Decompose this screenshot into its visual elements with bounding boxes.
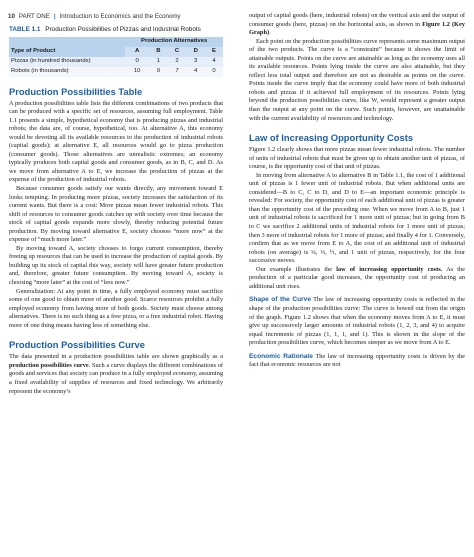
text-span: . Such a curve displays the different combinations of goods and services that society can produce in a fully employed economy, assuming a fixed availability of supplies of resources and fixed technology. We arbitrarily represent the economy’s xyxy=(9,361,223,395)
paragraph xyxy=(249,296,465,347)
table-cell: 7 xyxy=(168,67,187,77)
table-column-header: B xyxy=(149,47,168,57)
paragraph: Because consumer goods satisfy our wants directly, any movement toward E looks tempting. In producing more pizzas, society increases the satisfaction of its current wants. But there is a cost: More pizzas mean fewer industrial robots. This shift of resources to consumer goods catches up with society over time because the stock of capital goods expands more slowly, thereby reducing potential future production. By moving toward alternative E, society chooses “more now” at the expense of “much more later.” xyxy=(9,185,223,244)
section-heading-curve: Production Possibilities Curve xyxy=(9,339,145,351)
part-label: PART ONE xyxy=(18,12,50,20)
table-column-header: C xyxy=(168,47,187,57)
right-column xyxy=(249,12,465,370)
figure-reference: Figure 1.2 (Key Graph) xyxy=(249,20,465,37)
text-span: The data presented in a production possibilities table are shown graphically as a xyxy=(9,353,223,361)
runin-heading-shape: Shape of the Curve xyxy=(249,296,312,304)
left-column xyxy=(9,26,223,396)
table-row xyxy=(9,67,223,77)
table-group-header: Production Alternatives xyxy=(141,38,208,45)
text-span: The law of increasing opportunity costs is reflected in the shape of the production possibilities curve: The curve is bowed out from the origin of the graph. Figure 1.2 shows that when the economy moves from A to E, it must give up successively larger amounts of industrial robots (1, 2, 3, and 4) to acquire equal increments of pizzas (1, 1, 1, and 1). This is shown in the slope of the production possibilities curve, which becomes steeper as we move from A to E. xyxy=(249,296,465,347)
text-span: As the production of a particular good increases, the opportunity cost of producing an additional unit rises. xyxy=(249,265,465,290)
production-possibilities-table xyxy=(9,37,223,77)
table-caption xyxy=(9,26,223,35)
table-column-header-row xyxy=(9,47,223,57)
table-row xyxy=(9,57,223,67)
table-type-header: Type of Product xyxy=(9,47,125,57)
table-column-header: A xyxy=(125,47,149,57)
table-cell: 10 xyxy=(125,67,149,77)
table-column-header: D xyxy=(186,47,205,57)
text-span: Our example illustrates the xyxy=(256,265,337,273)
paragraph: Figure 1.2 clearly shows that more pizzas mean fewer industrial robots. The number of units of industrial robots that must be given up to obtain another unit of pizzas, of course, is the opportunity cost of that unit of pizzas. xyxy=(249,146,465,171)
table-column-header: E xyxy=(205,47,223,57)
table-number: TABLE 1.1 xyxy=(9,26,41,33)
table-cell: 4 xyxy=(205,57,223,67)
table-cell: 3 xyxy=(186,57,205,67)
paragraph xyxy=(9,353,223,396)
runin-heading-rationale: Economic Rationale xyxy=(249,352,313,360)
section-heading-table: Production Possibilities Table xyxy=(9,85,143,97)
table-cell: 0 xyxy=(205,67,223,77)
paragraph xyxy=(249,353,465,370)
table-cell: 9 xyxy=(149,67,168,77)
chapter-title: Introduction to Economics and the Economy xyxy=(59,12,181,20)
section-heading-law: Law of Increasing Opportunity Costs xyxy=(249,132,414,144)
table-row-label: Pizzas (in hundred thousands) xyxy=(9,57,125,67)
paragraph: By moving toward A, society chooses to forgo current consumption, thereby freeing up resources that can be used to increase the production of capital goods. By building up its stock of capital this way, society will have greater future production and, therefore, greater future consumption. By moving toward A, society is choosing “more later” at the cost of “less now.” xyxy=(9,244,223,287)
running-head-separator: | xyxy=(53,12,56,20)
table-cell: 1 xyxy=(149,57,168,67)
table-cell: 0 xyxy=(125,57,149,67)
table-title: Production Possibilities of Pizzas and Industrial Robots xyxy=(45,26,201,33)
paragraph: In moving from alternative A to alternative B in Table 1.1, the cost of 1 additional unit of pizzas is 1 fewer unit of industrial robots. But when additional units are considered—B to C, C to D, and D to E—an important economic principle is revealed: For society, the opportunity cost of each additional unit of pizzas is greater than the opportunity cost of the preceding one. When we move from A to B, just 1 unit of industrial robots is sacrificed for 1 more unit of pizzas; but in going from B to C we sacrifice 2 additional units of industrial robots for 1 more unit of pizzas; then 3 more of industrial robots for 1 more of pizzas; and finally 4 for 1. Conversely, confirm that as we move from E to A, the cost of an additional unit of industrial robots (on average) is ¼, ⅓, ½, and 1 unit of pizzas, respectively, for the four successive moves. xyxy=(249,171,465,265)
table-cell: 2 xyxy=(168,57,187,67)
paragraph: A production possibilities table lists the different combinations of two products that can be produced with a specific set of resources, assuming full employment. Table 1.1 presents a simple, hypothetical economy that is producing pizzas and industrial robots; the data are, of course, hypothetical, too. At alternative A, this economy would be devoting all its available resources to the production of industrial robots (capital goods); at alternative E, all resources would go to pizza production (consumer goods). Those alternatives are unrealistic extremes; an economy typically produces both capital goods and consumer goods, as in B, C, and D. As we move from alternative A to E, we increase the production of pizzas at the expense of the production of industrial robots. xyxy=(9,99,223,184)
paragraph: Each point on the production possibilities curve represents some maximum output of the two products. The curve is a “constraint” because it shows the limit of attainable outputs. Points on the curve are attainable as long as the economy uses all its available resources. Points lying inside the curve are also attainable, but they reflect less total output and therefore are not as desirable as points on the curve. Points inside the curve imply that the economy could have more of both industrial robots and pizzas if it achieved full employment of its resources. Points lying beyond the production possibilities curve, like W, would represent a greater output than the output at any point on the curve. Such points, however, are unattainable with the current availability of resources and technology. xyxy=(249,37,465,122)
text-span: output of capital goods (here, industrial robots) on the vertical axis and the output of consumer goods (here, pizzas) on the horizontal axis, as shown in xyxy=(249,12,465,28)
paragraph xyxy=(249,266,465,292)
table-group-header-row xyxy=(9,37,223,47)
page-number: 10 xyxy=(8,12,15,20)
paragraph: Generalization: At any point in time, a fully employed economy must sacrifice some of one good to obtain more of another good. Scarce resources prohibit a fully employed economy from having more of both goods. Society must choose among alternatives. There is no such thing as a free pizza, or a free industrial robot. Having more of one thing means having less of something else. xyxy=(9,287,223,329)
table-row-label: Robots (in thousands) xyxy=(9,67,125,77)
text-span: The law of increasing opportunity costs is driven by the fact that economic resources are not xyxy=(249,352,465,369)
text-span: . xyxy=(269,29,271,37)
table-cell: 4 xyxy=(186,67,205,77)
key-term: production possibilities curve xyxy=(9,361,89,369)
table-header-blank xyxy=(9,37,125,47)
key-term: law of increasing opportunity costs. xyxy=(336,265,443,273)
paragraph xyxy=(249,12,465,38)
